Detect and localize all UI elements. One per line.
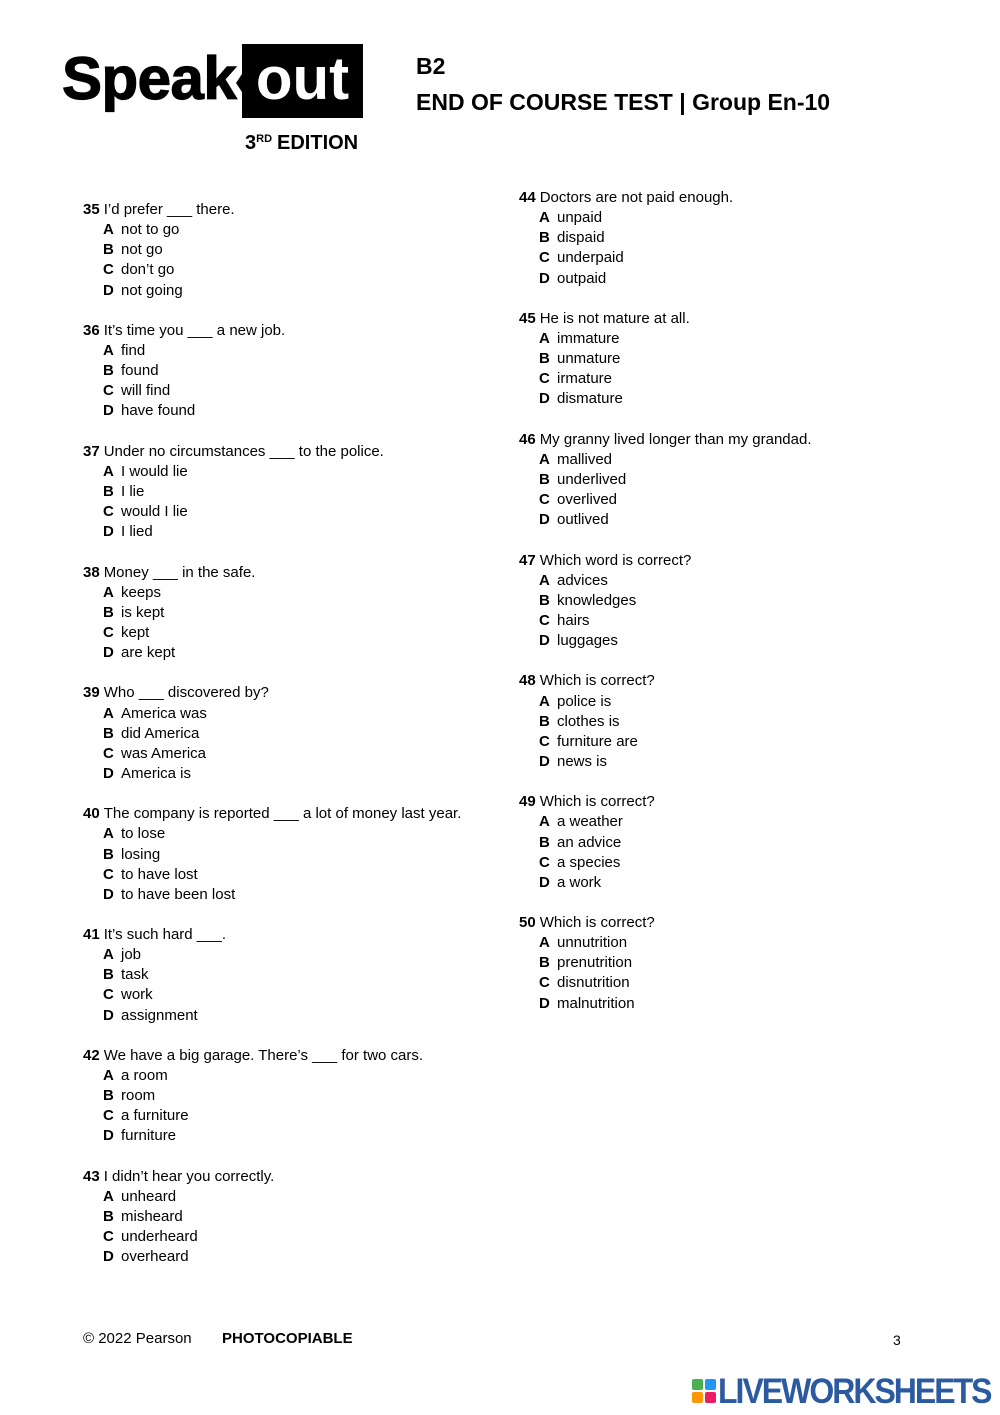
question-43-option-a-letter: A: [103, 1187, 114, 1205]
question-36-option-a[interactable]: [83, 341, 503, 361]
question-49-option-c[interactable]: [519, 853, 979, 873]
question-41-number: 41: [83, 926, 100, 944]
question-38: [83, 563, 503, 664]
question-37-option-b-text: I lie: [121, 482, 145, 500]
question-35-option-d-letter: D: [103, 281, 114, 299]
question-39-option-c-text: was America: [121, 744, 207, 762]
question-47-option-a-text: advices: [557, 571, 608, 589]
question-45: [519, 309, 979, 410]
question-48-option-a[interactable]: [519, 692, 979, 712]
question-42-option-c-letter: C: [103, 1107, 114, 1125]
question-43-option-b-text: misheard: [121, 1208, 183, 1226]
question-37-option-a-text: I would lie: [121, 462, 188, 480]
question-35-option-b[interactable]: [83, 240, 503, 260]
question-40-option-b-letter: B: [103, 845, 114, 863]
question-50-option-a-letter: A: [539, 934, 550, 952]
question-35-stem: [83, 200, 503, 220]
question-41-option-b-letter: B: [103, 966, 114, 984]
question-41-option-a-letter: A: [103, 946, 114, 964]
question-50: [519, 913, 979, 1014]
question-37-number: 37: [83, 442, 100, 460]
question-44-number: 44: [519, 189, 536, 206]
question-37-option-b[interactable]: [83, 482, 503, 502]
question-35-option-d[interactable]: [83, 281, 503, 301]
question-46-option-b[interactable]: [519, 470, 979, 490]
page-number: 3: [893, 1332, 901, 1348]
question-38-option-a[interactable]: [83, 583, 503, 603]
question-45-option-c-text: irmature: [557, 370, 613, 388]
question-43-option-d-letter: D: [103, 1248, 114, 1266]
liveworksheets-logo-icon: [692, 1379, 716, 1403]
question-50-option-b-text: prenutrition: [557, 954, 633, 972]
question-45-option-b-text: unmature: [557, 350, 621, 368]
question-50-text: Which is correct?: [539, 914, 655, 932]
question-42-option-b-text: room: [121, 1087, 156, 1105]
question-45-stem: [519, 309, 979, 329]
question-50-stem: [519, 913, 979, 933]
question-44-option-d-letter: D: [539, 269, 550, 287]
question-43-option-d[interactable]: [83, 1247, 503, 1267]
question-46-stem: [519, 430, 979, 450]
question-40-option-c-letter: C: [103, 865, 114, 883]
question-46-option-a-text: mallived: [557, 450, 613, 468]
question-46-option-b-letter: B: [539, 470, 550, 488]
question-48-option-b-letter: B: [539, 712, 550, 730]
question-41-option-a-text: job: [121, 946, 142, 964]
question-46: [519, 430, 979, 531]
question-36: [83, 321, 503, 422]
question-35-number: 35: [83, 201, 100, 218]
logo-edition-label: EDITION: [277, 132, 359, 154]
question-47-stem: [519, 551, 979, 571]
question-41-option-b-text: task: [121, 966, 149, 984]
question-41: [83, 925, 503, 1026]
logo-tile-green: [692, 1379, 703, 1390]
logo-out-word: out: [255, 45, 350, 112]
logo-edition-number: 3: [245, 132, 257, 154]
footer-copyright: © 2022 Pearson: [83, 1330, 192, 1347]
question-42-number: 42: [83, 1046, 100, 1064]
question-45-option-b-letter: B: [539, 350, 550, 368]
question-42-option-a-text: a room: [121, 1067, 168, 1085]
question-39-option-d[interactable]: [83, 764, 503, 784]
question-49-option-b-letter: B: [539, 833, 550, 851]
question-49-option-b-text: an advice: [557, 833, 622, 851]
question-44-option-c[interactable]: [519, 248, 979, 268]
question-38-option-c[interactable]: [83, 623, 503, 643]
question-41-option-d-text: assignment: [121, 1006, 198, 1024]
question-49-option-b[interactable]: [519, 833, 979, 853]
question-36-option-b[interactable]: [83, 361, 503, 381]
question-45-option-d-text: dismature: [557, 390, 623, 408]
question-38-option-b-text: is kept: [121, 603, 165, 621]
footer-photocopiable: PHOTOCOPIABLE: [222, 1330, 353, 1347]
question-50-option-b-letter: B: [539, 954, 550, 972]
question-43-option-b-letter: B: [103, 1208, 114, 1226]
question-49-text: Which is correct?: [539, 793, 655, 811]
question-50-option-c-text: disnutrition: [557, 974, 630, 992]
question-50-option-c-letter: C: [539, 974, 550, 992]
question-39-option-d-letter: D: [103, 764, 114, 782]
question-39: [83, 683, 503, 784]
question-42-option-b[interactable]: [83, 1086, 503, 1106]
question-40: [83, 804, 503, 905]
question-41-option-d-letter: D: [103, 1006, 114, 1024]
question-43-number: 43: [83, 1167, 100, 1185]
question-47-option-b[interactable]: [519, 591, 979, 611]
question-39-text: Who ___ discovered by?: [103, 684, 269, 702]
question-37-option-d-letter: D: [103, 523, 114, 541]
question-35-option-c-text: don’t go: [121, 261, 175, 279]
question-48-option-d-text: news is: [557, 752, 608, 770]
question-43-option-c-text: underheard: [121, 1228, 198, 1246]
question-47-option-c-text: hairs: [557, 611, 590, 629]
question-42-option-c-text: a furniture: [121, 1107, 189, 1125]
question-46-option-d[interactable]: [519, 510, 979, 530]
question-49-number: 49: [519, 793, 536, 811]
question-44-option-b-letter: B: [539, 229, 550, 247]
question-40-option-b[interactable]: [83, 845, 503, 865]
question-37-option-c-letter: C: [103, 503, 114, 521]
question-48-option-d[interactable]: [519, 752, 979, 772]
question-38-option-a-text: keeps: [121, 583, 162, 601]
questions-right-column: [519, 188, 979, 1034]
question-40-stem: [83, 804, 503, 824]
question-47: [519, 551, 979, 652]
question-36-number: 36: [83, 321, 100, 339]
question-36-option-d-letter: D: [103, 402, 114, 420]
liveworksheets-brand-text: LIVEWORKSHEETS: [718, 1371, 991, 1411]
question-35-option-c-letter: C: [103, 261, 114, 279]
question-49-stem: [519, 792, 979, 812]
question-38-option-d[interactable]: [83, 643, 503, 663]
question-45-option-a[interactable]: [519, 329, 979, 349]
question-39-option-b[interactable]: [83, 724, 503, 744]
question-45-option-d[interactable]: [519, 389, 979, 409]
question-40-option-d[interactable]: [83, 885, 503, 905]
question-38-option-b-letter: B: [103, 603, 114, 621]
question-48-number: 48: [519, 672, 536, 690]
question-35-option-b-text: not go: [121, 241, 163, 259]
question-45-option-c-letter: C: [539, 370, 550, 388]
level-label: B2: [416, 53, 446, 79]
question-50-option-d[interactable]: [519, 994, 979, 1014]
question-39-option-c[interactable]: [83, 744, 503, 764]
question-48-option-a-text: police is: [557, 692, 612, 710]
question-39-option-a-text: America was: [121, 704, 207, 722]
question-44-option-a[interactable]: [519, 208, 979, 228]
question-41-option-a[interactable]: [83, 945, 503, 965]
question-39-option-b-text: did America: [121, 724, 200, 742]
question-40-option-c[interactable]: [83, 865, 503, 885]
question-42-option-a-letter: A: [103, 1067, 114, 1085]
question-48-text: Which is correct?: [539, 672, 655, 690]
question-35-option-a-text: not to go: [121, 221, 180, 239]
question-49-option-d[interactable]: [519, 873, 979, 893]
question-47-option-d[interactable]: [519, 631, 979, 651]
question-47-number: 47: [519, 551, 536, 569]
question-47-option-c-letter: C: [539, 611, 550, 629]
question-39-stem: [83, 683, 503, 703]
question-36-option-c-letter: C: [103, 382, 114, 400]
question-45-option-b[interactable]: [519, 349, 979, 369]
question-46-option-b-text: underlived: [557, 470, 627, 488]
question-41-stem: [83, 925, 503, 945]
question-44: [519, 188, 979, 289]
question-41-option-c-text: work: [121, 986, 153, 1004]
question-37-option-d[interactable]: [83, 522, 503, 542]
question-36-option-c[interactable]: [83, 381, 503, 401]
question-37-option-d-text: I lied: [121, 523, 153, 541]
question-47-option-a[interactable]: [519, 571, 979, 591]
question-48-option-d-letter: D: [539, 752, 550, 770]
question-37-option-b-letter: B: [103, 482, 114, 500]
logo-edition: [245, 129, 358, 153]
question-37-stem: [83, 442, 503, 462]
question-43: [83, 1167, 503, 1268]
question-44-option-d-text: outpaid: [557, 269, 607, 287]
question-43-option-c-letter: C: [103, 1228, 114, 1246]
question-50-number: 50: [519, 914, 536, 932]
question-42-text: We have a big garage. There’s ___ for two cars.: [103, 1046, 424, 1064]
question-40-option-a[interactable]: [83, 824, 503, 844]
question-46-option-c-letter: C: [539, 491, 550, 509]
question-46-option-d-letter: D: [539, 511, 550, 529]
question-46-number: 46: [519, 430, 536, 448]
question-42-option-d-letter: D: [103, 1127, 114, 1145]
question-38-text: Money ___ in the safe.: [103, 563, 256, 581]
question-50-option-a-text: unnutrition: [557, 934, 628, 952]
question-36-option-b-letter: B: [103, 362, 114, 380]
question-49-option-c-text: a species: [557, 853, 621, 871]
question-39-option-a[interactable]: [83, 704, 503, 724]
question-49-option-d-text: a work: [557, 873, 602, 891]
question-48: [519, 671, 979, 772]
question-38-option-a-letter: A: [103, 583, 114, 601]
question-39-option-c-letter: C: [103, 744, 114, 762]
question-44-option-a-text: unpaid: [557, 209, 603, 227]
question-38-option-b[interactable]: [83, 603, 503, 623]
question-41-option-d[interactable]: [83, 1006, 503, 1026]
question-43-option-b[interactable]: [83, 1207, 503, 1227]
question-35-option-a-letter: A: [103, 221, 114, 239]
question-46-option-a[interactable]: [519, 450, 979, 470]
question-36-option-c-text: will find: [121, 382, 171, 400]
logo-edition-suffix: RD: [256, 133, 273, 145]
question-42-option-c[interactable]: [83, 1106, 503, 1126]
question-39-option-b-letter: B: [103, 724, 114, 742]
question-41-option-c-letter: C: [103, 986, 114, 1004]
question-47-option-b-text: knowledges: [557, 591, 637, 609]
question-42-option-d-text: furniture: [121, 1127, 177, 1145]
question-44-stem: [519, 188, 979, 208]
question-38-number: 38: [83, 563, 100, 581]
question-48-option-a-letter: A: [539, 692, 550, 710]
question-42-option-d[interactable]: [83, 1126, 503, 1146]
question-48-option-b-text: clothes is: [557, 712, 620, 730]
question-39-number: 39: [83, 684, 100, 702]
question-36-option-d[interactable]: [83, 401, 503, 421]
question-43-stem: [83, 1167, 503, 1187]
question-37-text: Under no circumstances ___ to the police.: [103, 442, 384, 460]
question-35-option-a[interactable]: [83, 220, 503, 240]
question-48-option-b[interactable]: [519, 712, 979, 732]
question-43-text: I didn’t hear you correctly.: [103, 1167, 275, 1185]
question-35-option-c[interactable]: [83, 260, 503, 280]
question-40-option-a-letter: A: [103, 825, 114, 843]
question-38-option-c-letter: C: [103, 623, 114, 641]
question-35-option-b-letter: B: [103, 241, 114, 259]
question-46-text: My granny lived longer than my grandad.: [539, 430, 812, 448]
logo-tile-blue: [705, 1379, 716, 1390]
question-41-text: It’s such hard ___.: [103, 926, 226, 944]
question-36-text: It’s time you ___ a new job.: [103, 321, 286, 339]
question-44-option-b[interactable]: [519, 228, 979, 248]
question-46-option-c[interactable]: [519, 490, 979, 510]
question-37-option-c[interactable]: [83, 502, 503, 522]
question-37-option-a[interactable]: [83, 462, 503, 482]
question-36-option-b-text: found: [121, 362, 159, 380]
question-48-option-c-text: furniture are: [557, 732, 638, 750]
question-44-option-b-text: dispaid: [557, 229, 605, 247]
question-44-option-c-text: underpaid: [557, 249, 624, 267]
question-46-option-d-text: outlived: [557, 511, 609, 529]
question-46-option-c-text: overlived: [557, 491, 618, 509]
question-37-option-c-text: would I lie: [121, 503, 188, 521]
question-43-option-a[interactable]: [83, 1187, 503, 1207]
question-49: [519, 792, 979, 893]
question-38-option-c-text: kept: [121, 623, 150, 641]
question-38-stem: [83, 563, 503, 583]
question-50-option-d-letter: D: [539, 994, 550, 1012]
question-45-text: He is not mature at all.: [539, 309, 690, 327]
question-47-text: Which word is correct?: [539, 551, 692, 569]
question-37: [83, 442, 503, 543]
question-38-option-d-text: are kept: [121, 644, 176, 662]
question-41-option-b[interactable]: [83, 965, 503, 985]
question-45-option-a-letter: A: [539, 329, 550, 347]
question-48-option-c-letter: C: [539, 732, 550, 750]
question-45-option-d-letter: D: [539, 390, 550, 408]
question-47-option-d-letter: D: [539, 632, 550, 650]
question-40-option-c-text: to have lost: [121, 865, 198, 883]
question-36-option-d-text: have found: [121, 402, 196, 420]
question-40-option-b-text: losing: [121, 845, 161, 863]
question-36-stem: [83, 321, 503, 341]
question-44-option-d[interactable]: [519, 269, 979, 289]
question-40-number: 40: [83, 805, 100, 823]
question-40-text: The company is reported ___ a lot of money last year.: [103, 805, 462, 823]
question-47-option-c[interactable]: [519, 611, 979, 631]
question-35: [83, 200, 503, 301]
question-45-option-c[interactable]: [519, 369, 979, 389]
question-39-option-d-text: America is: [121, 764, 192, 782]
logo-speak-word: Speak: [62, 45, 237, 112]
question-50-option-b[interactable]: [519, 953, 979, 973]
question-49-option-a-text: a weather: [557, 813, 623, 831]
question-42-option-b-letter: B: [103, 1087, 114, 1105]
question-43-option-d-text: overheard: [121, 1248, 189, 1266]
question-40-option-d-letter: D: [103, 885, 114, 903]
question-37-option-a-letter: A: [103, 462, 114, 480]
question-39-option-a-letter: A: [103, 704, 114, 722]
question-50-option-a[interactable]: [519, 933, 979, 953]
question-48-option-c[interactable]: [519, 732, 979, 752]
question-36-option-a-letter: A: [103, 341, 114, 359]
question-47-option-d-text: luggages: [557, 632, 618, 650]
question-44-option-a-letter: A: [539, 209, 550, 227]
question-44-text: Doctors are not paid enough.: [539, 189, 734, 206]
page-title: END OF COURSE TEST | Group En-10: [416, 89, 831, 115]
question-41-option-c[interactable]: [83, 985, 503, 1005]
question-48-stem: [519, 671, 979, 691]
question-50-option-c[interactable]: [519, 973, 979, 993]
question-49-option-a[interactable]: [519, 812, 979, 832]
question-40-option-a-text: to lose: [121, 825, 166, 843]
question-36-option-a-text: find: [121, 341, 146, 359]
question-40-option-d-text: to have been lost: [121, 885, 236, 903]
liveworksheets-brand-link[interactable]: [692, 1371, 991, 1411]
question-49-option-d-letter: D: [539, 873, 550, 891]
question-49-option-a-letter: A: [539, 813, 550, 831]
logo-out-box: [242, 44, 363, 118]
question-50-option-d-text: malnutrition: [557, 994, 635, 1012]
question-42: [83, 1046, 503, 1147]
question-35-text: I’d prefer ___ there.: [103, 201, 235, 218]
logo-tile-pink: [705, 1392, 716, 1403]
question-45-number: 45: [519, 309, 536, 327]
question-47-option-b-letter: B: [539, 591, 550, 609]
logo-tile-orange: [692, 1392, 703, 1403]
question-43-option-c[interactable]: [83, 1227, 503, 1247]
question-43-option-a-text: unheard: [121, 1187, 177, 1205]
question-49-option-c-letter: C: [539, 853, 550, 871]
question-38-option-d-letter: D: [103, 644, 114, 662]
question-42-option-a[interactable]: [83, 1066, 503, 1086]
question-45-option-a-text: immature: [557, 329, 620, 347]
question-47-option-a-letter: A: [539, 571, 550, 589]
question-44-option-c-letter: C: [539, 249, 550, 267]
question-42-stem: [83, 1046, 503, 1066]
questions-left-column: [83, 200, 503, 1288]
question-35-option-d-text: not going: [121, 281, 183, 299]
question-46-option-a-letter: A: [539, 450, 550, 468]
